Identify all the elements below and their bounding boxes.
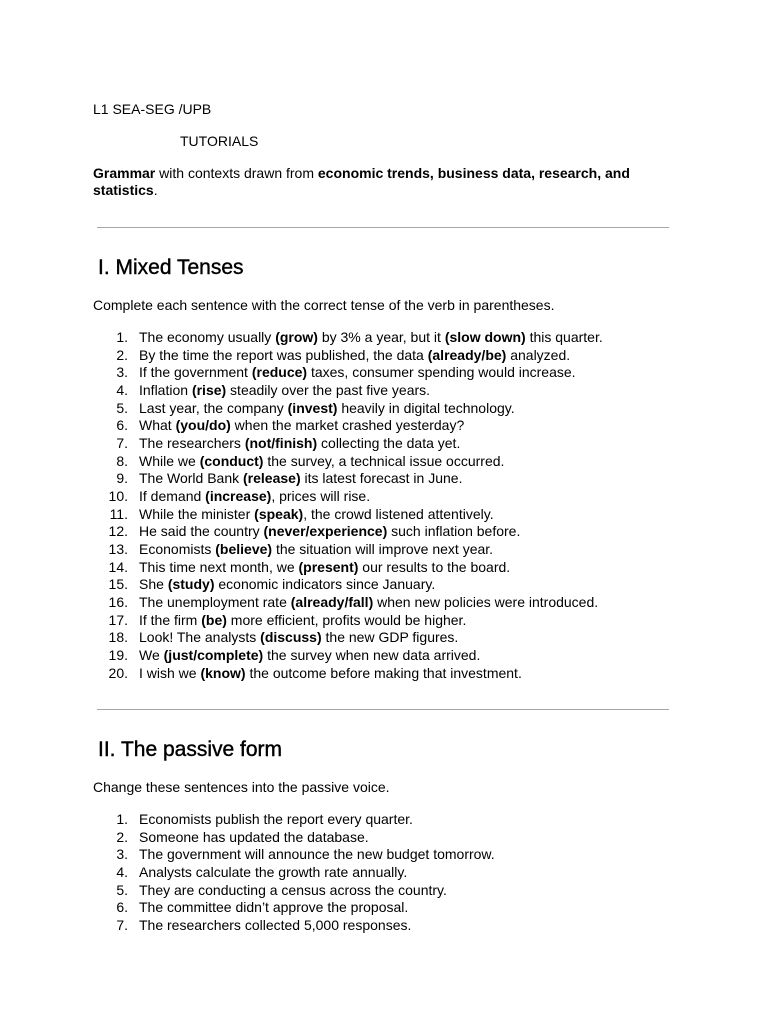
sentence-fragment: the survey, a technical issue occurred. — [263, 452, 505, 469]
intro-lead: Grammar — [93, 165, 156, 181]
sentence-fragment: Economists publish the report every quarter. — [139, 811, 413, 827]
sentence-fragment: The government will announce the new budget tomorrow. — [139, 846, 495, 863]
verb-prompt: (never/experience) — [263, 523, 388, 540]
sentence-fragment: While we — [139, 452, 200, 469]
sentence-fragment: Economists — [139, 541, 216, 558]
sentence-fragment: By the time the report was published, the data — [139, 346, 428, 363]
verb-prompt: (grow) — [275, 329, 318, 345]
item-number: 7. — [116, 917, 128, 934]
sentence-fragment: If the government — [139, 364, 252, 381]
section-title-mixed-tenses: I. Mixed Tenses — [98, 256, 244, 279]
sentence-fragment: If the firm — [139, 611, 202, 628]
sentence-fragment: analyzed. — [506, 346, 571, 363]
sentence-fragment: Someone has updated the database. — [139, 828, 369, 845]
sentence-fragment: Last year, the company — [139, 399, 288, 416]
sentence-fragment: What — [139, 417, 176, 434]
item-text — [139, 647, 480, 664]
sentence-fragment: They are conducting a census across the country. — [139, 881, 447, 898]
sentence-fragment: Analysts calculate the growth rate annually. — [139, 864, 408, 881]
sentence-fragment: the survey when new data arrived. — [263, 647, 481, 664]
item-text — [139, 576, 435, 593]
sentence-fragment: He said the country — [139, 523, 264, 540]
item-number: 2. — [116, 346, 128, 363]
verb-prompt: (already/fall) — [290, 594, 374, 611]
item-number: 7. — [116, 435, 128, 452]
sentence-fragment: The unemployment rate — [139, 594, 291, 611]
item-text — [139, 882, 447, 899]
verb-prompt: (present) — [298, 558, 359, 575]
item-number: 16. — [108, 594, 128, 611]
item-number: 17. — [108, 611, 128, 628]
item-number: 6. — [116, 417, 128, 434]
item-text — [139, 417, 464, 434]
item-text — [139, 347, 570, 364]
item-number: 4. — [116, 382, 128, 399]
item-number: 9. — [116, 470, 128, 487]
item-number: 6. — [116, 899, 128, 916]
item-number: 19. — [108, 647, 128, 664]
item-text — [139, 559, 510, 576]
intro-end: . — [153, 182, 158, 198]
item-text — [139, 829, 369, 846]
document-subtitle: TUTORIALS — [180, 133, 259, 149]
sentence-fragment: We — [139, 647, 164, 664]
item-number: 2. — [116, 828, 128, 845]
item-text — [139, 846, 495, 863]
verb-prompt: (speak) — [254, 505, 304, 522]
item-number: 10. — [108, 488, 128, 505]
verb-prompt: (reduce) — [251, 364, 308, 381]
sentence-fragment: our results to the board. — [358, 558, 511, 575]
item-text — [139, 382, 430, 399]
verb-prompt: (slow down) — [444, 329, 526, 345]
item-number: 8. — [116, 452, 128, 469]
divider — [97, 709, 669, 710]
verb-prompt: (believe) — [215, 541, 273, 558]
divider — [97, 227, 669, 228]
item-number: 14. — [108, 558, 128, 575]
item-number: 1. — [116, 811, 128, 827]
sentence-fragment: I wish we — [139, 664, 201, 681]
sentence-fragment: when the market crashed yesterday? — [230, 417, 465, 434]
item-text — [139, 435, 460, 452]
sentence-fragment: heavily in digital technology. — [337, 399, 515, 416]
verb-prompt: (be) — [201, 611, 227, 628]
sentence-fragment: The researchers — [139, 435, 245, 452]
item-number: 1. — [116, 329, 128, 345]
verb-prompt: (know) — [200, 664, 246, 681]
sentence-fragment: steadily over the past five years. — [226, 382, 431, 399]
verb-prompt: (just/complete) — [163, 647, 264, 664]
verb-prompt: (study) — [167, 576, 215, 593]
item-text — [139, 400, 515, 417]
sentence-fragment: collecting the data yet. — [317, 435, 461, 452]
sentence-fragment: The World Bank — [139, 470, 244, 487]
item-text — [139, 453, 504, 470]
verb-prompt: (not/finish) — [244, 435, 318, 452]
sentence-fragment: the new GDP figures. — [321, 629, 459, 646]
item-number: 20. — [108, 664, 128, 681]
sentence-fragment: the situation will improve next year. — [272, 541, 494, 558]
item-number: 13. — [108, 541, 128, 558]
item-number: 12. — [108, 523, 128, 540]
sentence-fragment: the outcome before making that investment. — [245, 664, 522, 681]
item-text — [139, 523, 520, 540]
item-number: 11. — [109, 505, 128, 522]
item-number: 5. — [116, 399, 128, 416]
sentence-fragment: its latest forecast in June. — [300, 470, 463, 487]
sentence-fragment: , the crowd listened attentively. — [303, 505, 494, 522]
sentence-fragment: The researchers collected 5,000 responses. — [139, 917, 412, 934]
item-text — [139, 629, 458, 646]
sentence-fragment: This time next month, we — [139, 558, 299, 575]
item-text — [139, 541, 493, 558]
item-number: 4. — [116, 864, 128, 881]
verb-prompt: (conduct) — [199, 452, 264, 469]
intro-text: with contexts drawn from — [155, 165, 318, 181]
intro-paragraph — [93, 165, 683, 199]
sentence-fragment: If demand — [139, 488, 206, 505]
item-number: 5. — [116, 881, 128, 898]
section-title-passive-form: II. The passive form — [98, 738, 283, 761]
verb-prompt: (release) — [243, 470, 301, 487]
item-text — [139, 594, 598, 611]
sentence-fragment: The committee didn’t approve the proposal. — [139, 899, 409, 916]
item-text — [139, 917, 411, 934]
item-text — [139, 329, 603, 346]
verb-prompt: (already/be) — [427, 346, 507, 363]
sentence-fragment: taxes, consumer spending would increase. — [307, 364, 576, 381]
item-text — [139, 506, 494, 523]
sentence-fragment: such inflation before. — [387, 523, 521, 540]
verb-prompt: (you/do) — [175, 417, 231, 434]
verb-prompt: (increase) — [205, 488, 272, 505]
sentence-fragment: She — [139, 576, 168, 593]
sentence-fragment: Look! The analysts — [139, 629, 261, 646]
verb-prompt: (discuss) — [260, 629, 322, 646]
verb-prompt: (invest) — [287, 399, 338, 416]
section-instructions: Complete each sentence with the correct tense of the verb in parentheses. — [93, 297, 555, 313]
intro-topics: economic trends, business data, research, and statistics — [93, 165, 630, 198]
sentence-fragment: more efficient, profits would be higher. — [226, 611, 467, 628]
item-text — [139, 364, 576, 381]
item-text — [139, 470, 462, 487]
sentence-fragment: when new policies were introduced. — [373, 594, 599, 611]
sentence-fragment: The economy usually — [139, 329, 276, 345]
sentence-fragment: While the minister — [139, 505, 255, 522]
item-text — [139, 612, 466, 629]
sentence-fragment: Inflation — [139, 382, 192, 399]
item-number: 18. — [108, 629, 128, 646]
item-number: 15. — [108, 576, 128, 593]
item-text — [139, 665, 522, 682]
item-text — [139, 488, 370, 505]
verb-prompt: (rise) — [191, 382, 227, 399]
item-text — [139, 864, 407, 881]
item-number: 3. — [116, 364, 128, 381]
sentence-fragment: by 3% a year, but it — [317, 329, 445, 345]
sentence-fragment: this quarter. — [525, 329, 603, 345]
section-instructions: Change these sentences into the passive voice. — [93, 779, 390, 795]
sentence-fragment: , prices will rise. — [271, 488, 371, 505]
course-code: L1 SEA-SEG /UPB — [93, 101, 212, 117]
item-text — [139, 811, 413, 828]
sentence-fragment: economic indicators since January. — [214, 576, 436, 593]
item-number: 3. — [116, 846, 128, 863]
item-text — [139, 899, 408, 916]
